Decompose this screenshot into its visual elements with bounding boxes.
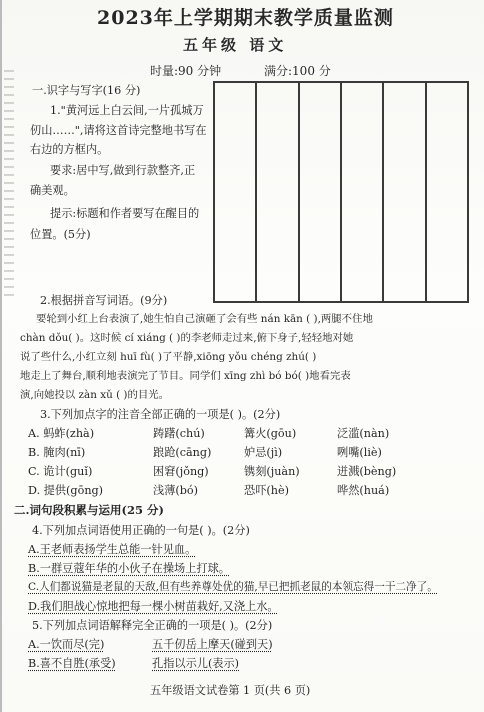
grid-column bbox=[215, 83, 257, 301]
q3-option-text: 哗然(huá) bbox=[337, 484, 390, 497]
q1-line: 1."黄河远上白云间,一片孤城万 bbox=[50, 104, 204, 117]
section2-heading: 二.词句段积累与运用(25 分) bbox=[14, 503, 164, 517]
q3-option-text: B. 腌肉(nī) bbox=[28, 446, 86, 459]
q3-option-text: 咧嘴(liè) bbox=[337, 446, 382, 459]
exam-subtitle: 五年级 语文 bbox=[183, 36, 288, 54]
q3-option-text: 恐吓(hè) bbox=[244, 484, 289, 497]
exam-score: 满分:100 分 bbox=[264, 64, 331, 78]
exam-title: 2023年上学期期末教学质量监测 bbox=[97, 7, 394, 29]
q2-line: chàn dǒu( )。这时候 cí xiáng ( )的李老师走过来,俯下身子,轻轻地对她 bbox=[20, 332, 354, 344]
q2-line: 地走上了舞台,顺利地表演完了节目。同学们 xīng zhì bó bó( )地看完表 bbox=[20, 370, 351, 382]
binding-margin bbox=[4, 70, 14, 300]
q3-option-text: 篝火(gōu) bbox=[244, 427, 297, 440]
q3-option-text: 浅薄(bó) bbox=[153, 484, 199, 497]
grid-column bbox=[257, 83, 299, 301]
q3-heading: 3.下列加点字的注音全部正确的一项是( )。(2分) bbox=[40, 408, 281, 421]
q2-line: 要轮到小红上台表演了,她生怕自己演砸了会有些 nán kān ( ),两腿不住地 bbox=[36, 313, 373, 325]
q2-line: 演,向她投以 zàn xǔ ( )的目光。 bbox=[20, 389, 170, 401]
q4-option: B.一群豆蔻年华的小伙子在操场上打球。 bbox=[28, 562, 230, 575]
grid-column bbox=[342, 83, 384, 301]
q5-option: 五千仞岳上摩天(碰到天) bbox=[152, 638, 273, 651]
q3-option-text: A. 蚂蚱(zhà) bbox=[28, 427, 95, 440]
exam-time: 时量:90 分钟 bbox=[150, 64, 222, 78]
q4-option: A.王老师表扬学生总能一针见血。 bbox=[28, 543, 197, 556]
writing-grid[interactable] bbox=[213, 81, 469, 303]
q3-option-text: 踌躇(chú) bbox=[153, 427, 205, 440]
q5-option: 孔指以示儿(表示) bbox=[152, 657, 240, 670]
section1-heading: 一.识字与写字(16 分) bbox=[32, 84, 141, 97]
q3-option-text: D. 提供(gōng) bbox=[28, 484, 104, 497]
grid-column bbox=[300, 83, 342, 301]
q3-option-text: 困窘(jǒng) bbox=[153, 465, 209, 478]
q2-heading: 2.根据拼音写词语。(9分) bbox=[40, 294, 168, 307]
page-footer: 五年级语文试卷第 1 页(共 6 页) bbox=[150, 684, 311, 697]
q3-option-text: 踉跄(cāng) bbox=[153, 446, 212, 459]
q1-line: 要求:居中写,做到行款整齐,正 bbox=[50, 164, 196, 177]
q1-line: 提示:标题和作者要写在醒目的 bbox=[50, 207, 200, 220]
q4-heading: 4.下列加点词语使用正确的一句是( )。(2分) bbox=[32, 524, 250, 537]
q5-heading: 5.下列加点词语解释完全正确的一项是( )。(2分) bbox=[32, 619, 273, 632]
q1-line: 确美观。 bbox=[30, 184, 75, 197]
grid-column bbox=[384, 83, 426, 301]
q3-option-text: 镌刻(juàn) bbox=[244, 465, 300, 478]
q1-line: 位置。(5分) bbox=[30, 228, 91, 241]
q2-line: 说了些什么,小红立刻 huī fù( )了平静,xiōng yǒu chéng zhú( ) bbox=[20, 351, 317, 363]
q3-option-text: C. 诡计(guǐ) bbox=[28, 465, 93, 478]
q5-option: B.喜不自胜(承受) bbox=[28, 657, 116, 670]
q3-option-text: 泛滥(nàn) bbox=[337, 427, 390, 440]
q4-option: C.人们都说猫是老鼠的天敌,但有些养尊处优的猫,早已把抓老鼠的本领忘得一干二净了。 bbox=[28, 581, 438, 593]
q1-line: 右边的方框内。 bbox=[30, 143, 109, 156]
q3-option-text: 迸溅(bèng) bbox=[337, 465, 397, 478]
q3-option-text: 妒忌(jì) bbox=[244, 446, 283, 459]
q5-option: A.一饮而尽(完) bbox=[28, 638, 105, 651]
q4-option: D.我们胆战心惊地把每一棵小树苗栽好,又浇上水。 bbox=[28, 600, 279, 613]
grid-column bbox=[427, 83, 467, 301]
q1-line: 仞山……",请将这首诗完整地书写在 bbox=[30, 124, 207, 137]
